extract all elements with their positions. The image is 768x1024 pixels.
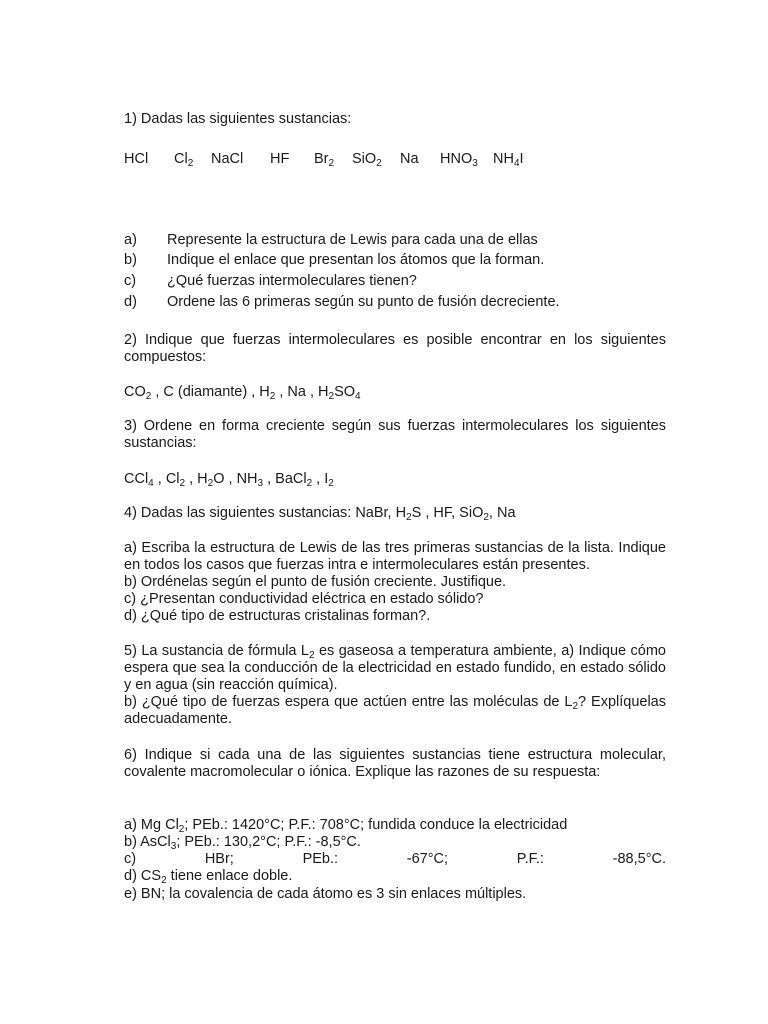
formula-br2: $Br_2$ [314,151,335,169]
q2-heading: 2) Indique que fuerzas intermoleculares es posible encontrar en los siguientes compuestos: [124,332,666,365]
formula-cl2: $Cl_2$ [174,151,194,169]
q6-item-d: d) $CS_2$ tiene enlace doble. [124,868,293,886]
formula-hno3: $HNO_3$ [440,151,478,169]
q5-item-b: b) ¿Qué tipo de fuerzas espera que actúen entre las moléculas de $L_2$? Explíquelas adecuadamente. [124,694,666,727]
formula-nacl: NaCl [211,151,244,167]
q4-item-c: c) ¿Presentan conductividad eléctrica en estado sólido? [124,591,484,607]
q4-item-a: a) Escriba la estructura de Lewis de las tres primeras sustancias de la lista. Indique en todos los casos que fuerzas intra e intermoleculares están presentes. [124,540,666,573]
formula-hcl: HCl [124,151,149,167]
q1-item-d: d) Ordene las 6 primeras según su punto de fusión decreciente. [124,294,560,310]
q4-item-b: b) Ordénelas según el punto de fusión creciente. Justifique. [124,574,507,590]
q1-item-b: b) Indique el enlace que presentan los átomos que la forman. [124,252,545,268]
q6-item-a: a) Mg $Cl_2$; PEb.: 1420°C; P.F.: 708°C; fundida conduce la electricidad [124,817,568,835]
q1-substance-list [124,151,544,168]
q5-text: 5) La sustancia de fórmula $L_2$ es gaseosa a temperatura ambiente, a) Indique cómo espera que sea la conducción de la electricidad en estado fundido, en estado sólido y en agua (sin reacción química). [124,643,666,693]
formula-nh4i: $NH_4I$ [493,151,524,169]
q4-item-d: d) ¿Qué tipo de estructuras cristalinas forman?. [124,608,431,624]
q4-heading: 4) Dadas las siguientes sustancias: NaBr, $H_2S$ , HF, SiO$_2$, Na [124,505,516,523]
q6-item-c-melting-point: -88,5°C. [612,851,666,867]
q6-item-b: b) AsCl$_3$; PEb.: 130,2°C; P.F.: -8,5°C. [124,834,361,852]
formula-na: Na [400,151,419,167]
q3-substances: CCl$_4$ , $Cl_2$ , $H_2O$ , $NH_3$ , BaCl$_2$ , $I_2$ [124,471,334,489]
q6-item-e: e) BN; la covalencia de cada átomo es 3 sin enlaces múltiples. [124,886,527,902]
q1-item-c: c) ¿Qué fuerzas intermoleculares tienen? [124,273,417,289]
q1-item-a: a) Represente la estructura de Lewis para cada una de ellas [124,232,538,248]
formula-sio2: SiO$_2$ [352,151,382,169]
q6-heading: 6) Indique si cada una de las siguientes sustancias tiene estructura molecular, covalente macromolecular o iónica. Explique las razones de su respuesta: [124,747,666,780]
q6-item-c: c) HBr; PEb.: -67°C; P.F.: -88,5°C. [124,851,666,867]
q3-heading: 3) Ordene en forma creciente según sus fuerzas intermoleculares los siguientes sustancias: [124,418,666,451]
formula-hf: HF [270,151,290,167]
q2-compounds: $CO_2$ , C (diamante) , $H_2$ , Na , $H_2SO_4$ [124,384,361,402]
q1-heading: 1) Dadas las siguientes sustancias: [124,111,352,127]
